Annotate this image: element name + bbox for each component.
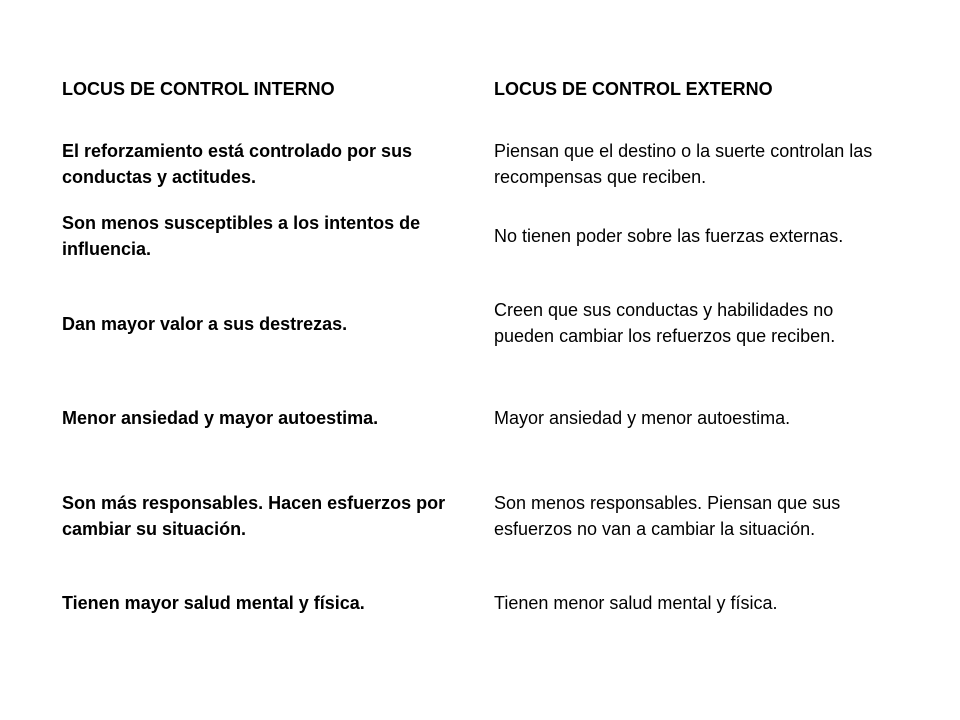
row-2-internal: Son menos susceptibles a los intentos de influencia. <box>62 213 421 259</box>
row-5-external: Son menos responsables. Piensan que sus esfuerzos no van a cambiar la situación. <box>494 493 841 539</box>
row-1-external: Piensan que el destino o la suerte controlan las recompensas que reciben. <box>494 141 873 187</box>
row-4-internal: Menor ansiedad y mayor autoestima. <box>62 408 379 428</box>
row-5-internal: Son más responsables. Hacen esfuerzos por cambiar su situación. <box>62 493 446 539</box>
row-4-external: Mayor ansiedad y menor autoestima. <box>494 408 791 428</box>
row-2-external: No tienen poder sobre las fuerzas externas. <box>494 226 844 246</box>
row-3-internal: Dan mayor valor a sus destrezas. <box>62 314 348 334</box>
header-internal: LOCUS DE CONTROL INTERNO <box>62 79 335 99</box>
row-6-external: Tienen menor salud mental y física. <box>494 593 778 613</box>
row-3-external: Creen que sus conductas y habilidades no pueden cambiar los refuerzos que reciben. <box>494 300 836 346</box>
header-external: LOCUS DE CONTROL EXTERNO <box>494 79 773 99</box>
row-1-internal: El reforzamiento está controlado por sus conductas y actitudes. <box>62 141 413 187</box>
row-6-internal: Tienen mayor salud mental y física. <box>62 593 365 613</box>
